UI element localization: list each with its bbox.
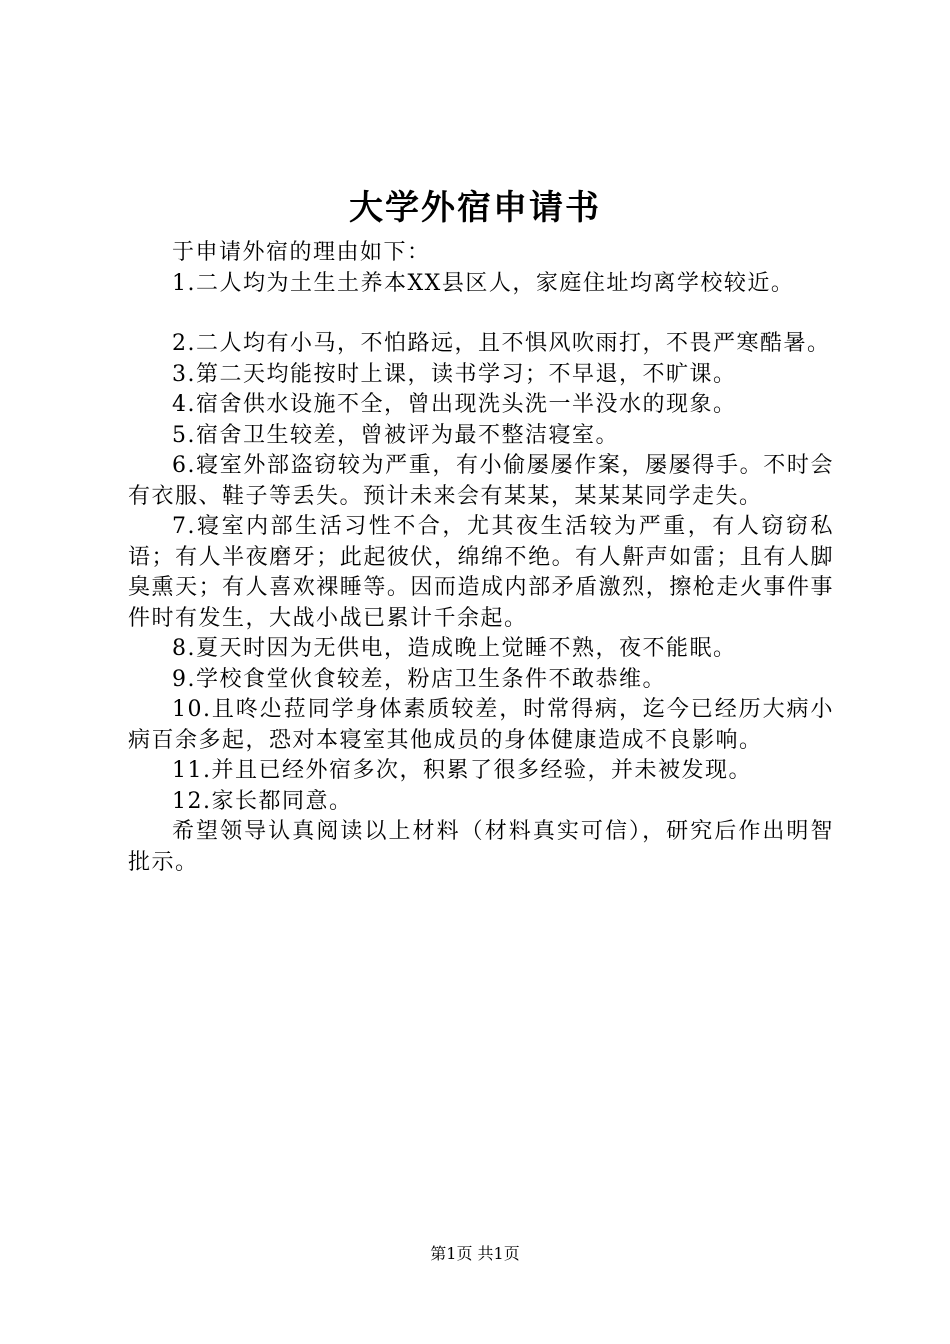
reason-4: 4.宿舍供水设施不全，曾出现洗头洗一半没水的现象。	[172, 392, 737, 417]
reason-7: 7.寝室内部生活习性不合，尤其夜生活较为严重，有人窃窃私语；有人半夜磨牙；此起彼伏，绵绵不绝。有人鼾声如雷；且有人脚臭熏天；有人喜欢裸睡等。因而造成内部矛盾激烈，擦枪走火事件事件时有发生，大战小战已累计千余起。	[128, 514, 834, 631]
page-footer: 第1页 共1页	[430, 1244, 520, 1263]
document-title: 大学外宿申请书	[349, 188, 601, 228]
intro-paragraph: 于申请外宿的理由如下：	[172, 240, 431, 265]
reason-2: 2.二人均有小马，不怕路远，且不惧风吹雨打，不畏严寒酷暑。	[172, 331, 831, 356]
reason-11: 11.并且已经外宿多次，积累了很多经验，并未被发现。	[172, 758, 752, 783]
reason-12: 12.家长都同意。	[172, 788, 353, 814]
reason-1: 1.二人均为土生土养本XX县区人，家庭住址均离学校较近。	[172, 270, 795, 296]
reason-6: 6.寝室外部盗窃较为严重，有小偷屡屡作案，屡屡得手。不时会有衣服、鞋子等丢失。预计未来会有某某，某某某同学走失。	[128, 453, 834, 509]
closing-paragraph: 希望领导认真阅读以上材料（材料真实可信），研究后作出明智批示。	[128, 819, 834, 875]
reason-8: 8.夏天时因为无供电，造成晚上觉睡不熟，夜不能眠。	[172, 636, 737, 661]
reason-3: 3.第二天均能按时上课，读书学习；不早退，不旷课。	[172, 361, 737, 387]
document-body	[128, 238, 834, 878]
reason-9: 9.学校食堂伙食较差，粉店卫生条件不敢恭维。	[172, 666, 666, 692]
reason-10: 10.且咚尐菈同学身体素质较差，时常得病，迄今已经历大病小病百余多起，恐对本寝室其他成员的身体健康造成不良影响。	[128, 697, 834, 753]
reason-5: 5.宿舍卫生较差，曾被评为最不整洁寝室。	[172, 422, 619, 448]
